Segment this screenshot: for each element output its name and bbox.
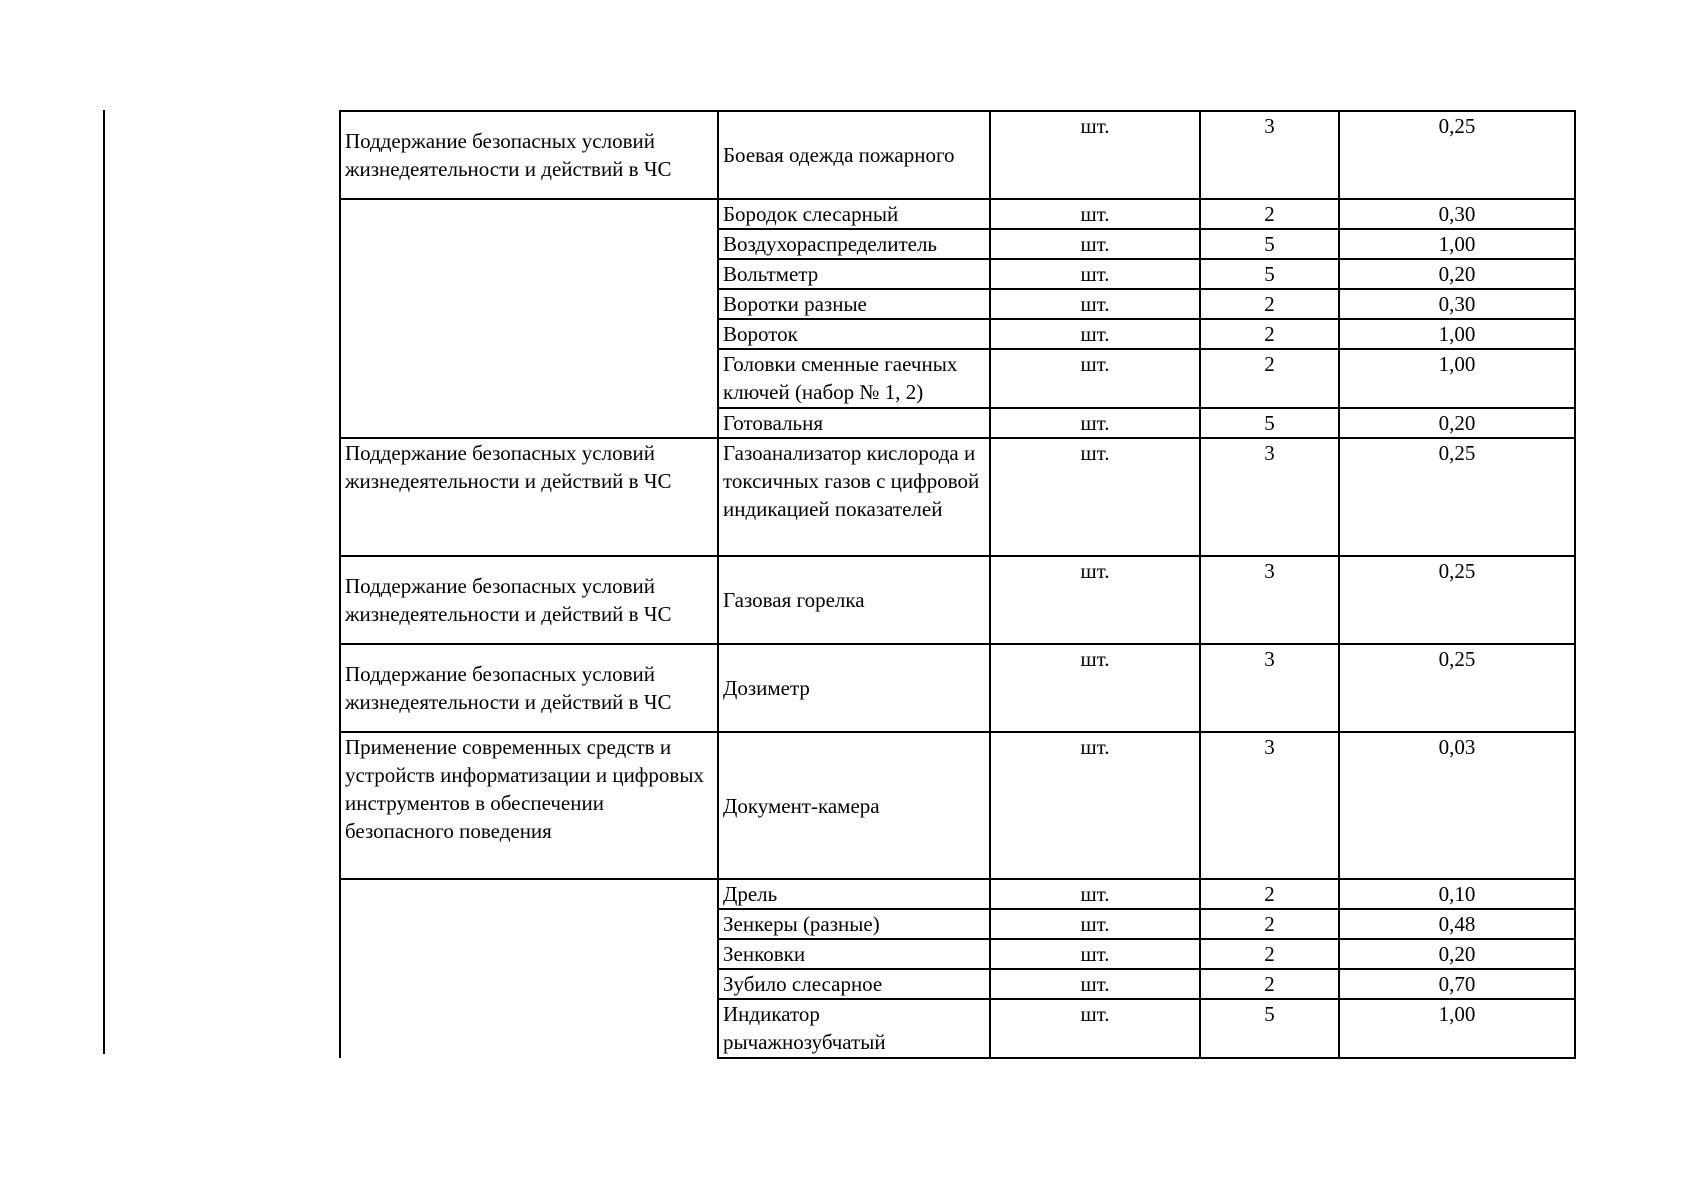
coefficient-cell: 1,00 bbox=[1339, 319, 1575, 349]
coefficient-cell: 0,30 bbox=[1339, 289, 1575, 319]
item-name-cell: Вольтметр bbox=[718, 259, 990, 289]
table-row bbox=[340, 644, 1575, 732]
coefficient-cell: 0,03 bbox=[1339, 732, 1575, 879]
purpose-cell: Поддержание безопасных условий жизнедеятельности и действий в ЧС bbox=[340, 644, 718, 732]
coefficient-cell: 0,20 bbox=[1339, 259, 1575, 289]
table-row bbox=[340, 111, 1575, 199]
coefficient-cell: 0,20 bbox=[1339, 408, 1575, 438]
unit-cell: шт. bbox=[990, 644, 1200, 732]
quantity-cell: 2 bbox=[1200, 909, 1339, 939]
table-row bbox=[340, 556, 1575, 644]
unit-cell: шт. bbox=[990, 732, 1200, 879]
purpose-cell: Поддержание безопасных условий жизнедеятельности и действий в ЧС bbox=[340, 438, 718, 556]
item-name-cell: Готовальня bbox=[718, 408, 990, 438]
purpose-cell: Применение современных средств и устройств информатизации и цифровых инструментов в обеспечении безопасного поведения bbox=[340, 732, 718, 879]
item-name-cell: Зенкеры (разные) bbox=[718, 909, 990, 939]
unit-cell: шт. bbox=[990, 556, 1200, 644]
quantity-cell: 5 bbox=[1200, 999, 1339, 1058]
quantity-cell: 2 bbox=[1200, 319, 1339, 349]
coefficient-cell: 0,48 bbox=[1339, 909, 1575, 939]
coefficient-cell: 0,10 bbox=[1339, 879, 1575, 909]
quantity-cell: 2 bbox=[1200, 939, 1339, 969]
unit-cell: шт. bbox=[990, 111, 1200, 199]
quantity-cell: 5 bbox=[1200, 229, 1339, 259]
coefficient-cell: 1,00 bbox=[1339, 349, 1575, 408]
unit-cell: шт. bbox=[990, 969, 1200, 999]
coefficient-cell: 0,30 bbox=[1339, 199, 1575, 229]
item-name-cell: Газоанализатор кислорода и токсичных газов с цифровой индикацией показателей bbox=[718, 438, 990, 556]
quantity-cell: 5 bbox=[1200, 408, 1339, 438]
quantity-cell: 3 bbox=[1200, 438, 1339, 556]
coefficient-cell: 0,25 bbox=[1339, 438, 1575, 556]
unit-cell: шт. bbox=[990, 438, 1200, 556]
quantity-cell: 5 bbox=[1200, 259, 1339, 289]
equipment-table bbox=[339, 110, 1576, 1059]
item-name-cell: Дозиметр bbox=[718, 644, 990, 732]
coefficient-cell: 0,20 bbox=[1339, 939, 1575, 969]
quantity-cell: 3 bbox=[1200, 556, 1339, 644]
item-name-cell: Документ-камера bbox=[718, 732, 990, 879]
unit-cell: шт. bbox=[990, 909, 1200, 939]
left-margin-line bbox=[103, 110, 105, 1054]
coefficient-cell: 0,25 bbox=[1339, 111, 1575, 199]
item-name-cell: Воздухораспределитель bbox=[718, 229, 990, 259]
quantity-cell: 3 bbox=[1200, 111, 1339, 199]
quantity-cell: 2 bbox=[1200, 289, 1339, 319]
table-row bbox=[340, 879, 1575, 909]
unit-cell: шт. bbox=[990, 259, 1200, 289]
item-name-cell: Бородок слесарный bbox=[718, 199, 990, 229]
unit-cell: шт. bbox=[990, 408, 1200, 438]
unit-cell: шт. bbox=[990, 939, 1200, 969]
unit-cell: шт. bbox=[990, 229, 1200, 259]
unit-cell: шт. bbox=[990, 199, 1200, 229]
item-name-cell: Головки сменные гаечных ключей (набор № 1, 2) bbox=[718, 349, 990, 408]
purpose-cell: Поддержание безопасных условий жизнедеятельности и действий в ЧС bbox=[340, 556, 718, 644]
quantity-cell: 2 bbox=[1200, 199, 1339, 229]
purpose-cell: Поддержание безопасных условий жизнедеятельности и действий в ЧС bbox=[340, 111, 718, 199]
table-row bbox=[340, 732, 1575, 879]
item-name-cell: Индикатор рычажнозубчатый bbox=[718, 999, 990, 1058]
purpose-cell bbox=[340, 199, 718, 438]
table-row bbox=[340, 438, 1575, 556]
quantity-cell: 2 bbox=[1200, 969, 1339, 999]
coefficient-cell: 0,70 bbox=[1339, 969, 1575, 999]
quantity-cell: 3 bbox=[1200, 644, 1339, 732]
unit-cell: шт. bbox=[990, 319, 1200, 349]
quantity-cell: 2 bbox=[1200, 879, 1339, 909]
item-name-cell: Вороток bbox=[718, 319, 990, 349]
unit-cell: шт. bbox=[990, 349, 1200, 408]
quantity-cell: 2 bbox=[1200, 349, 1339, 408]
item-name-cell: Дрель bbox=[718, 879, 990, 909]
unit-cell: шт. bbox=[990, 879, 1200, 909]
purpose-cell bbox=[340, 879, 718, 1058]
quantity-cell: 3 bbox=[1200, 732, 1339, 879]
coefficient-cell: 0,25 bbox=[1339, 644, 1575, 732]
item-name-cell: Воротки разные bbox=[718, 289, 990, 319]
coefficient-cell: 1,00 bbox=[1339, 229, 1575, 259]
coefficient-cell: 1,00 bbox=[1339, 999, 1575, 1058]
table-row bbox=[340, 199, 1575, 229]
coefficient-cell: 0,25 bbox=[1339, 556, 1575, 644]
unit-cell: шт. bbox=[990, 289, 1200, 319]
item-name-cell: Газовая горелка bbox=[718, 556, 990, 644]
item-name-cell: Зенковки bbox=[718, 939, 990, 969]
item-name-cell: Зубило слесарное bbox=[718, 969, 990, 999]
item-name-cell: Боевая одежда пожарного bbox=[718, 111, 990, 199]
unit-cell: шт. bbox=[990, 999, 1200, 1058]
